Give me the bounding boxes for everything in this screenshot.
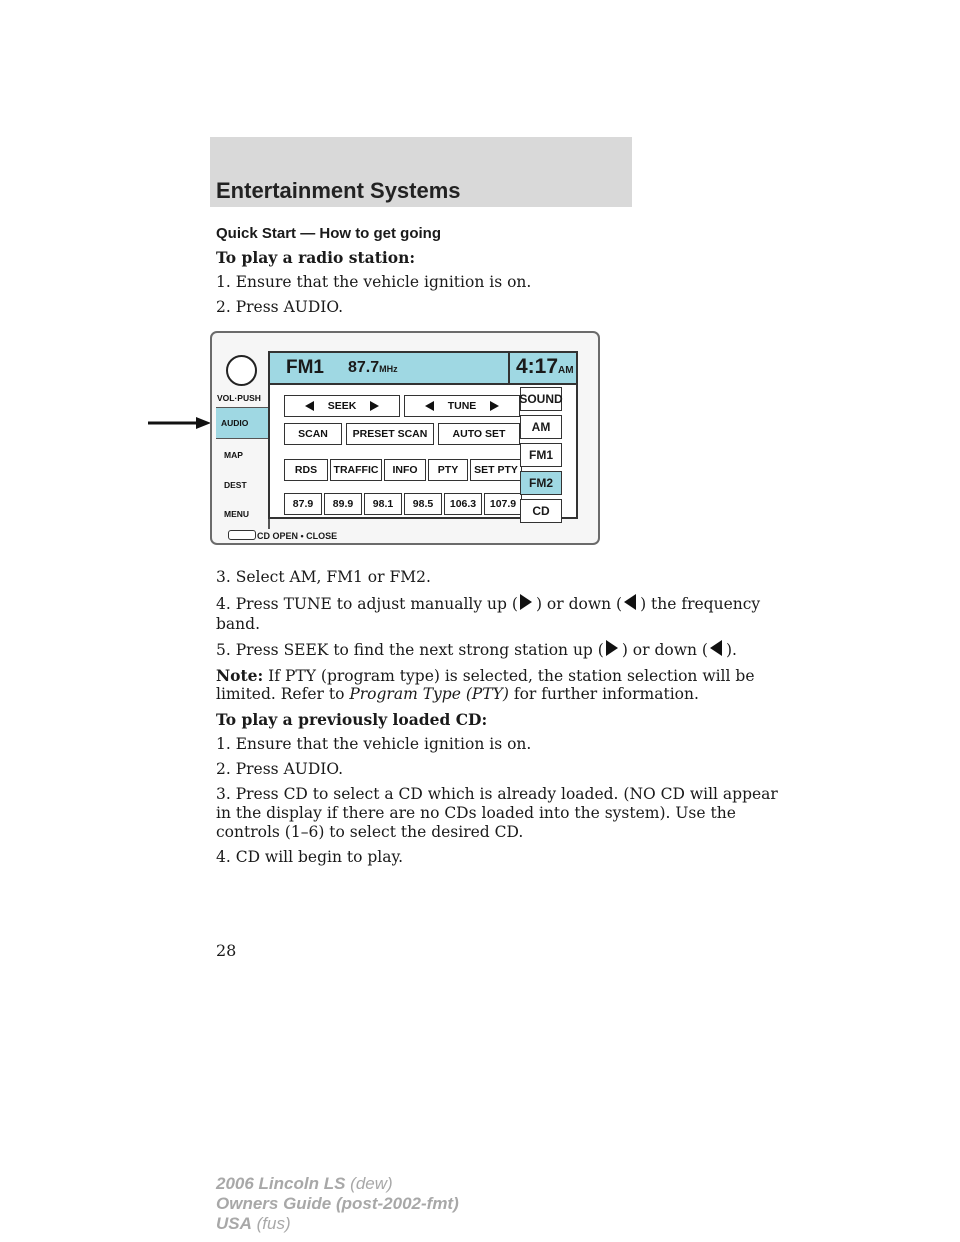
side-panel	[216, 351, 268, 529]
footer-model: 2006 Lincoln LS	[216, 1174, 346, 1193]
info-button[interactable]: INFO	[384, 459, 426, 481]
dest-button[interactable]: DEST	[224, 480, 247, 490]
cd-step-3-line-1: 3. Press CD to select a CD which is already loaded. (NO CD will appear	[216, 785, 778, 803]
radio-step-3: 3. Select AM, FM1 or FM2.	[216, 568, 431, 586]
seek-up-icon	[370, 401, 379, 411]
step5-text-b: ) or down (	[621, 641, 708, 659]
preset-button-1[interactable]: 87.9	[284, 493, 322, 515]
note-line-1	[216, 666, 755, 686]
note-line-2	[216, 685, 699, 704]
tune-up-icon	[490, 401, 499, 411]
note-reference: Program Type (PTY)	[349, 685, 509, 703]
page-number: 28	[216, 941, 237, 960]
step4-text-c: ) the frequency	[640, 595, 761, 613]
display-divider	[508, 353, 510, 383]
cd-step-3-line-3: controls (1–6) to select the desired CD.	[216, 823, 524, 841]
note-text-2b: for further information.	[508, 685, 699, 703]
cd-step-3-line-2: in the display if there are no CDs loaded into the system). Use the	[216, 804, 736, 822]
band-button-column	[520, 387, 564, 523]
clock-ampm: AM	[558, 365, 574, 376]
pty-button[interactable]: PTY	[428, 459, 468, 481]
footer-model-tag: (dew)	[345, 1174, 393, 1193]
rds-button[interactable]: RDS	[284, 459, 328, 481]
cd-slot-icon[interactable]	[228, 530, 256, 540]
cd-heading: To play a previously loaded CD:	[216, 710, 488, 729]
step4-text-b: ) or down (	[535, 595, 623, 613]
seek-label: SEEK	[327, 400, 357, 412]
radio-unit	[210, 331, 600, 545]
up-arrow-icon	[520, 594, 532, 610]
down-arrow-icon	[624, 594, 636, 610]
cd-step-2: 2. Press AUDIO.	[216, 760, 344, 778]
display-frequency	[348, 359, 398, 377]
footer-line-3	[216, 1214, 291, 1234]
up-arrow-icon	[606, 640, 618, 656]
note-label: Note:	[216, 666, 264, 685]
radio-heading: To play a radio station:	[216, 248, 416, 267]
step5-text-a: 5. Press SEEK to find the next strong station up (	[216, 641, 604, 659]
preset-scan-button[interactable]: PRESET SCAN	[346, 423, 434, 445]
footer-line-2	[216, 1194, 459, 1214]
map-button[interactable]: MAP	[224, 450, 243, 460]
radio-step-2: 2. Press AUDIO.	[216, 298, 344, 316]
auto-set-button[interactable]: AUTO SET	[438, 423, 520, 445]
radio-step-5	[216, 640, 737, 660]
cd-open-close-label: CD OPEN • CLOSE	[257, 531, 338, 541]
scan-button[interactable]: SCAN	[284, 423, 342, 445]
note-text-1: If PTY (program type) is selected, the station selection will be	[263, 667, 755, 685]
sound-button[interactable]: SOUND	[520, 387, 562, 411]
footer-line-1	[216, 1174, 393, 1194]
volume-knob[interactable]	[226, 355, 257, 386]
audio-label: AUDIO	[221, 418, 249, 428]
footer-market-tag: (fus)	[251, 1214, 291, 1233]
tune-down-icon	[425, 401, 434, 411]
cd-button[interactable]: CD	[520, 499, 562, 523]
set-pty-button[interactable]: SET PTY	[470, 459, 522, 481]
radio-step-4-cont: band.	[216, 615, 260, 633]
quick-start-heading: Quick Start — How to get going	[216, 225, 441, 242]
seek-down-icon	[305, 401, 314, 411]
am-button[interactable]: AM	[520, 415, 562, 439]
fm1-button[interactable]: FM1	[520, 443, 562, 467]
note-text-2a: limited. Refer to	[216, 685, 350, 703]
lcd-display	[270, 353, 576, 385]
step4-text-a: 4. Press TUNE to adjust manually up (	[216, 595, 518, 613]
display-band: FM1	[286, 357, 324, 378]
preset-button-2[interactable]: 89.9	[324, 493, 362, 515]
tune-label: TUNE	[447, 400, 477, 412]
frequency-value: 87.7	[348, 359, 380, 376]
section-title: Entertainment Systems	[216, 178, 461, 203]
cd-step-4: 4. CD will begin to play.	[216, 848, 404, 866]
tune-button[interactable]	[404, 395, 520, 417]
radio-step-1: 1. Ensure that the vehicle ignition is on.	[216, 273, 532, 291]
step5-text-c: ).	[725, 641, 737, 659]
preset-button-5[interactable]: 106.3	[444, 493, 482, 515]
seek-button[interactable]	[284, 395, 400, 417]
frequency-unit: MHz	[379, 364, 398, 374]
preset-button-3[interactable]: 98.1	[364, 493, 402, 515]
pointer-arrow-icon	[148, 415, 212, 431]
display-clock	[516, 355, 574, 379]
radio-step-4	[216, 594, 760, 614]
preset-button-6[interactable]: 107.9	[484, 493, 522, 515]
footer-guide: Owners Guide (post-2002-fmt)	[216, 1194, 459, 1213]
clock-time: 4:17	[516, 355, 559, 378]
fm2-button[interactable]: FM2	[520, 471, 562, 495]
menu-button[interactable]: MENU	[224, 509, 250, 519]
traffic-button[interactable]: TRAFFIC	[330, 459, 382, 481]
preset-button-4[interactable]: 98.5	[404, 493, 442, 515]
cd-step-1: 1. Ensure that the vehicle ignition is on.	[216, 735, 532, 753]
down-arrow-icon	[710, 640, 722, 656]
footer-market: USA	[216, 1214, 252, 1233]
vol-push-label: VOL·PUSH	[217, 393, 261, 403]
